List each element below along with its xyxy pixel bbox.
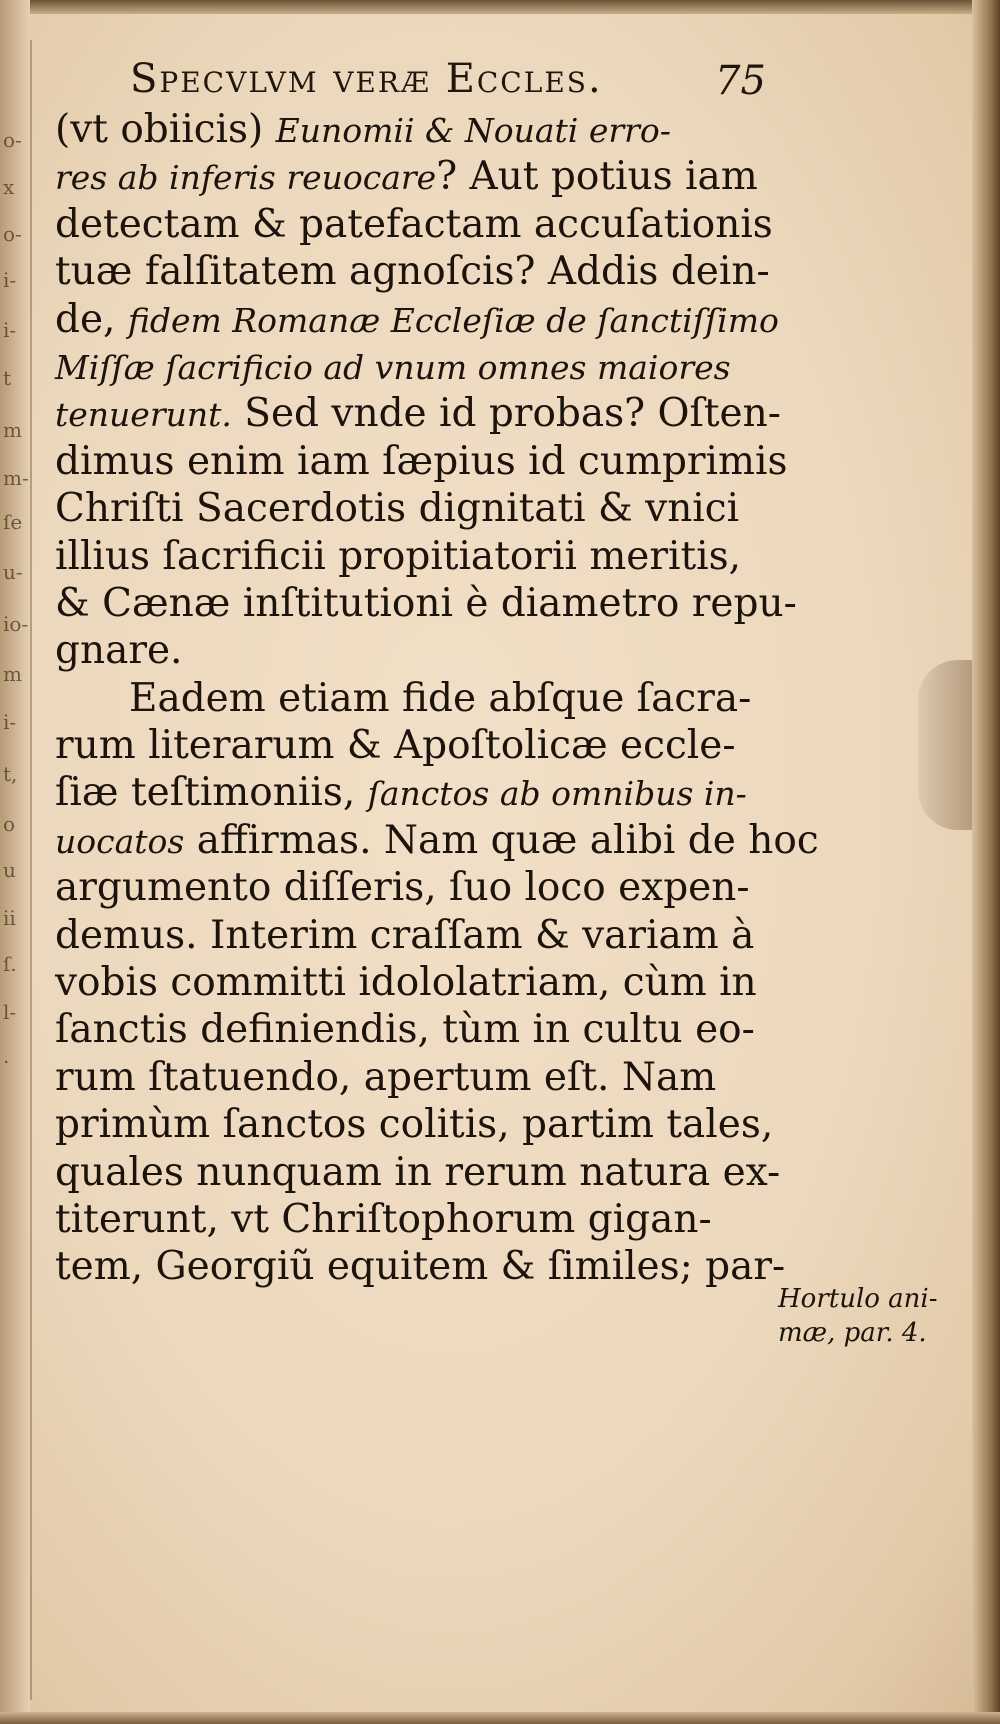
offset-char: o-: [3, 128, 22, 152]
italic-text: res ab inferis reuocare: [55, 158, 437, 198]
text-line: [55, 817, 819, 864]
offset-char: t: [3, 366, 12, 390]
text-line: [55, 248, 775, 295]
roman-text: rum literarum & Apoſtolicæ eccle-: [55, 723, 736, 769]
italic-text: tenuerunt.: [55, 395, 232, 435]
page-tab-shadow: [918, 660, 978, 830]
roman-text: gnare.: [55, 628, 183, 674]
italic-text: fidem Romanæ Eccleſiæ de ſanctiſſimo: [127, 300, 779, 340]
italic-text: ſanctos ab omnibus in-: [367, 774, 747, 814]
text-line: [55, 864, 775, 911]
page-right-edge: [972, 0, 1000, 1724]
text-line: [55, 390, 781, 437]
offset-char: ii: [3, 906, 16, 930]
text-line: [55, 1243, 786, 1290]
text-line: [55, 485, 775, 532]
text-line: [55, 1054, 775, 1101]
roman-text: tem, Georgiũ equitem & ſimiles; par-: [55, 1244, 786, 1290]
offset-char: .: [3, 1044, 10, 1068]
text-line: [55, 959, 775, 1006]
text-line: [55, 438, 788, 485]
marginal-note-line: mæ, par. 4.: [778, 1318, 927, 1348]
roman-text: (vt obiicis): [55, 107, 276, 152]
offset-char: l-: [3, 1000, 17, 1024]
text-line: [55, 106, 775, 153]
roman-text: rum ſtatuendo, apertum eſt. Nam: [55, 1054, 717, 1100]
text-line: [55, 627, 775, 674]
offset-char: m: [3, 418, 22, 442]
text-line: [55, 201, 775, 248]
roman-text: detectam & patefactam accuſationis: [55, 201, 773, 247]
gutter-rule: [30, 40, 32, 1700]
text-line: [55, 912, 775, 959]
roman-text: Sed vnde id probas? Oſten-: [231, 391, 781, 437]
offset-char: ſe: [3, 510, 23, 534]
offset-char: i-: [3, 318, 17, 342]
roman-text: vobis committi idololatriam, cùm in: [55, 960, 757, 1006]
roman-text: illius ſacrificii propitiatorii meritis,: [55, 533, 742, 579]
roman-text: demus. Interim craſſam & variam à: [55, 912, 755, 958]
roman-text: Chriſti Sacerdotis dignitati & vnici: [55, 486, 740, 532]
roman-text: ſanctis definiendis, tùm in cultu eo-: [55, 1007, 755, 1053]
text-line: [55, 1006, 775, 1053]
page-number: 75: [715, 58, 766, 104]
text-line: [55, 580, 797, 627]
roman-text: Eadem etiam fide abſque ſacra-: [129, 675, 752, 721]
roman-text: dimus enim iam ſæpius id cumprimis: [55, 438, 788, 484]
italic-text: uocatos: [55, 821, 185, 861]
text-line: [55, 153, 775, 200]
offset-char: t,: [3, 762, 18, 786]
offset-char: m: [3, 662, 22, 686]
text-line: [55, 769, 775, 816]
italic-text: Eunomii & Nouati erro-: [275, 111, 671, 150]
roman-text: ? Aut potius iam: [436, 154, 758, 200]
offset-char: x: [3, 175, 15, 199]
roman-text: de,: [55, 296, 128, 342]
roman-text: titerunt, vt Chriſtophorum gigan-: [55, 1196, 712, 1242]
offset-char: io-: [3, 612, 29, 636]
running-head: Specvlvm veræ Eccles.: [130, 56, 603, 102]
offset-char: u-: [3, 560, 23, 584]
offset-char: i-: [3, 710, 17, 734]
text-line: [55, 675, 775, 722]
offset-char: o-: [3, 222, 22, 246]
text-line: [55, 1196, 775, 1243]
text-line: [55, 1101, 775, 1148]
text-line: [55, 1149, 781, 1196]
italic-text: Miſſæ ſacrificio ad vnum omnes maiores: [55, 347, 731, 387]
roman-text: argumento diſſeris, ſuo loco expen-: [55, 865, 750, 911]
roman-text: affirmas. Nam quæ alibi de hoc: [184, 817, 819, 863]
roman-text: quales nunquam in rerum natura ex-: [55, 1149, 781, 1195]
text-line: [55, 343, 775, 390]
offset-char: u: [3, 858, 16, 882]
roman-text: primùm ſanctos colitis, partim tales,: [55, 1102, 774, 1148]
body-text: [55, 106, 819, 1291]
marginal-note-line: Hortulo ani-: [778, 1284, 938, 1314]
roman-text: & Cænæ inſtitutioni è diametro repu-: [55, 580, 797, 626]
offset-char: m-: [3, 466, 29, 490]
offset-char: o: [3, 812, 16, 836]
text-line: [55, 296, 779, 343]
offset-char: i-: [3, 268, 17, 292]
marginal-note: [778, 1282, 938, 1350]
roman-text: ſiæ teſtimoniis,: [55, 770, 368, 816]
text-line: [55, 533, 775, 580]
page-bottom-edge: [0, 1712, 1000, 1724]
offset-char: ſ.: [3, 952, 17, 976]
roman-text: tuæ falſitatem agnoſcis? Addis dein-: [55, 249, 770, 295]
text-line: [55, 722, 775, 769]
page-top-edge: [0, 0, 1000, 14]
